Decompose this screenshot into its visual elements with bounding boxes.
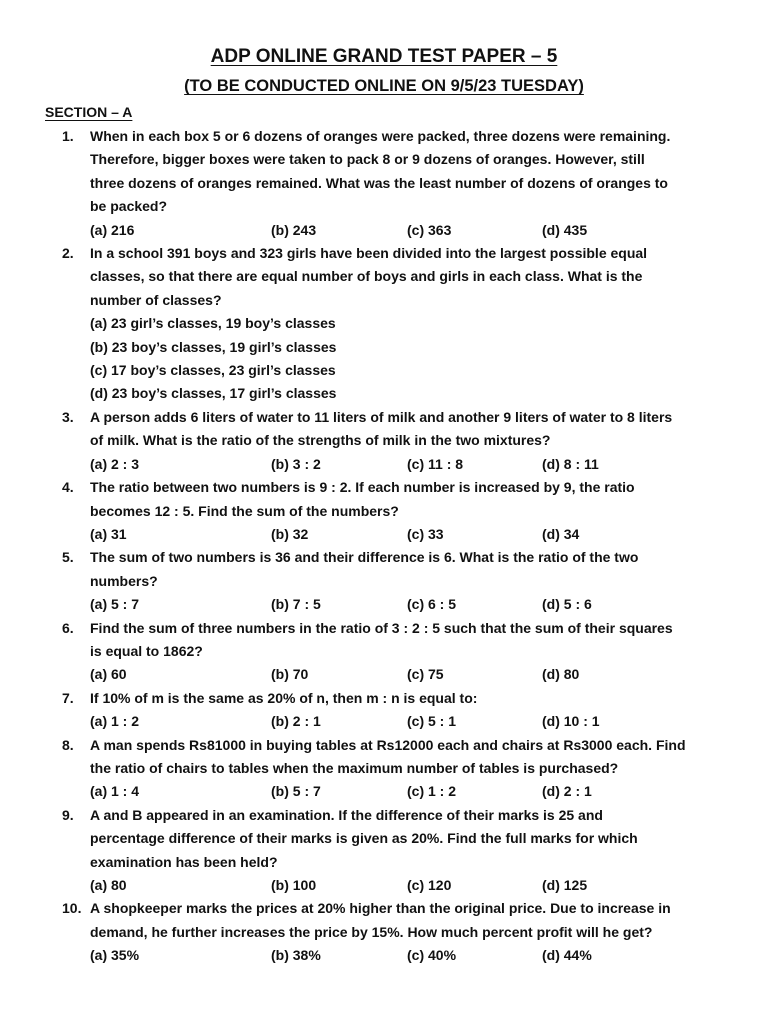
question-number: 7.	[62, 689, 74, 706]
question-text: The sum of two numbers is 36 and their difference is 6. What is the ratio of the two numbers?	[90, 549, 639, 589]
option-b: (b) 7 : 5	[271, 596, 321, 613]
option-d: (d) 2 : 1	[542, 783, 592, 800]
question-7	[0, 687, 730, 734]
option-a: (a) 1 : 4	[90, 783, 140, 800]
option-c: (c) 17 boy’s classes, 23 girl’s classes	[90, 362, 336, 379]
question-9	[0, 804, 730, 898]
option-b: (b) 70	[271, 666, 309, 683]
option-b: (b) 23 boy’s classes, 19 girl’s classes	[90, 338, 337, 355]
question-2	[0, 242, 730, 406]
question-1	[0, 125, 730, 242]
option-c: (c) 33	[407, 525, 444, 542]
question-3	[0, 406, 730, 476]
option-d: (d) 34	[542, 525, 580, 542]
question-number: 4.	[62, 479, 74, 496]
question-text: A and B appeared in an examination. If the difference of their marks is 25 and percentage difference of their marks is given as 20%. Find the full marks for which examination has been held?	[90, 806, 638, 870]
question-number: 9.	[62, 806, 74, 823]
section-heading: SECTION – A	[45, 104, 133, 120]
question-number: 2.	[62, 245, 74, 262]
question-number: 3.	[62, 408, 74, 425]
question-number: 8.	[62, 736, 74, 753]
option-c: (c) 363	[407, 221, 452, 238]
option-a: (a) 35%	[90, 947, 140, 964]
question-number: 1.	[62, 128, 74, 144]
option-a: (a) 80	[90, 877, 127, 893]
answer-options	[90, 219, 730, 242]
option-c: (c) 11 : 8	[407, 455, 464, 472]
question-10	[0, 897, 730, 967]
option-d: (d) 125	[542, 877, 588, 893]
question-text: When in each box 5 or 6 dozens of oranges were packed, three dozens were remaining. Therefore, bigger boxes were taken to pack 8 or 9 dozens of oranges. However, still three dozens of oranges remained. What was the least number of dozens of oranges to be packed?	[90, 128, 671, 215]
question-text: In a school 391 boys and 323 girls have been divided into the largest possible equal classes, so that there are equal number of boys and girls in each class. What is the number of classes?	[90, 245, 648, 308]
option-d: (d) 8 : 11	[542, 455, 599, 472]
answer-options	[90, 780, 730, 803]
option-d: (d) 80	[542, 666, 580, 683]
question-text: A shopkeeper marks the prices at 20% higher than the original price. Due to increase in demand, he further increases the price by 15%. How much percent profit will he get?	[90, 900, 671, 940]
answer-options	[90, 593, 730, 616]
answer-options	[90, 453, 730, 476]
option-b: (b) 5 : 7	[271, 783, 321, 800]
answer-options	[90, 874, 730, 897]
option-c: (c) 120	[407, 877, 452, 893]
option-c: (c) 5 : 1	[407, 713, 457, 730]
answer-options	[90, 523, 730, 546]
question-text: A man spends Rs81000 in buying tables at Rs12000 each and chairs at Rs3000 each. Find the ratio of chairs to tables when the maximum number of tables is purchased?	[90, 736, 686, 776]
question-text: Find the sum of three numbers in the ratio of 3 : 2 : 5 such that the sum of their squares is equal to 1862?	[90, 619, 673, 659]
option-b: (b) 3 : 2	[271, 455, 321, 472]
question-number: 10.	[62, 900, 82, 917]
question-number: 6.	[62, 619, 74, 636]
option-d: (d) 44%	[542, 947, 592, 964]
option-b: (b) 2 : 1	[271, 713, 321, 730]
question-4	[0, 476, 730, 546]
paper-subtitle: (TO BE CONDUCTED ONLINE ON 9/5/23 TUESDAY)	[184, 77, 584, 95]
answer-options	[90, 710, 730, 733]
option-c: (c) 40%	[407, 947, 457, 964]
paper-title: ADP ONLINE GRAND TEST PAPER – 5	[210, 46, 558, 67]
answer-options	[90, 312, 730, 406]
option-a: (a) 2 : 3	[90, 455, 140, 472]
question-5	[0, 546, 730, 616]
option-b: (b) 38%	[271, 947, 321, 964]
question-text: If 10% of m is the same as 20% of n, then m : n is equal to:	[90, 689, 478, 706]
option-b: (b) 100	[271, 877, 317, 893]
question-6	[0, 617, 730, 687]
option-a: (a) 5 : 7	[90, 596, 140, 613]
option-b: (b) 243	[271, 221, 317, 238]
question-list	[0, 125, 768, 968]
answer-options	[90, 663, 730, 686]
option-b: (b) 32	[271, 525, 309, 542]
option-d: (d) 23 boy’s classes, 17 girl’s classes	[90, 385, 337, 402]
option-a: (a) 31	[90, 525, 127, 542]
option-d: (d) 435	[542, 221, 588, 238]
answer-options	[90, 944, 730, 967]
question-8	[0, 734, 730, 804]
question-text: The ratio between two numbers is 9 : 2. If each number is increased by 9, the ratio becomes 12 : 5. Find the sum of the numbers?	[90, 479, 635, 519]
option-d: (d) 5 : 6	[542, 596, 592, 613]
option-c: (c) 6 : 5	[407, 596, 457, 613]
option-a: (a) 216	[90, 221, 135, 238]
question-number: 5.	[62, 549, 74, 566]
option-a: (a) 1 : 2	[90, 713, 140, 730]
option-c: (c) 75	[407, 666, 444, 683]
option-d: (d) 10 : 1	[542, 713, 600, 730]
question-text: A person adds 6 liters of water to 11 liters of milk and another 9 liters of water to 8 liters of milk. What is the ratio of the strengths of milk in the two mixtures?	[90, 408, 673, 449]
option-a: (a) 60	[90, 666, 127, 683]
option-a: (a) 23 girl’s classes, 19 boy’s classes	[90, 315, 336, 332]
option-c: (c) 1 : 2	[407, 783, 457, 800]
